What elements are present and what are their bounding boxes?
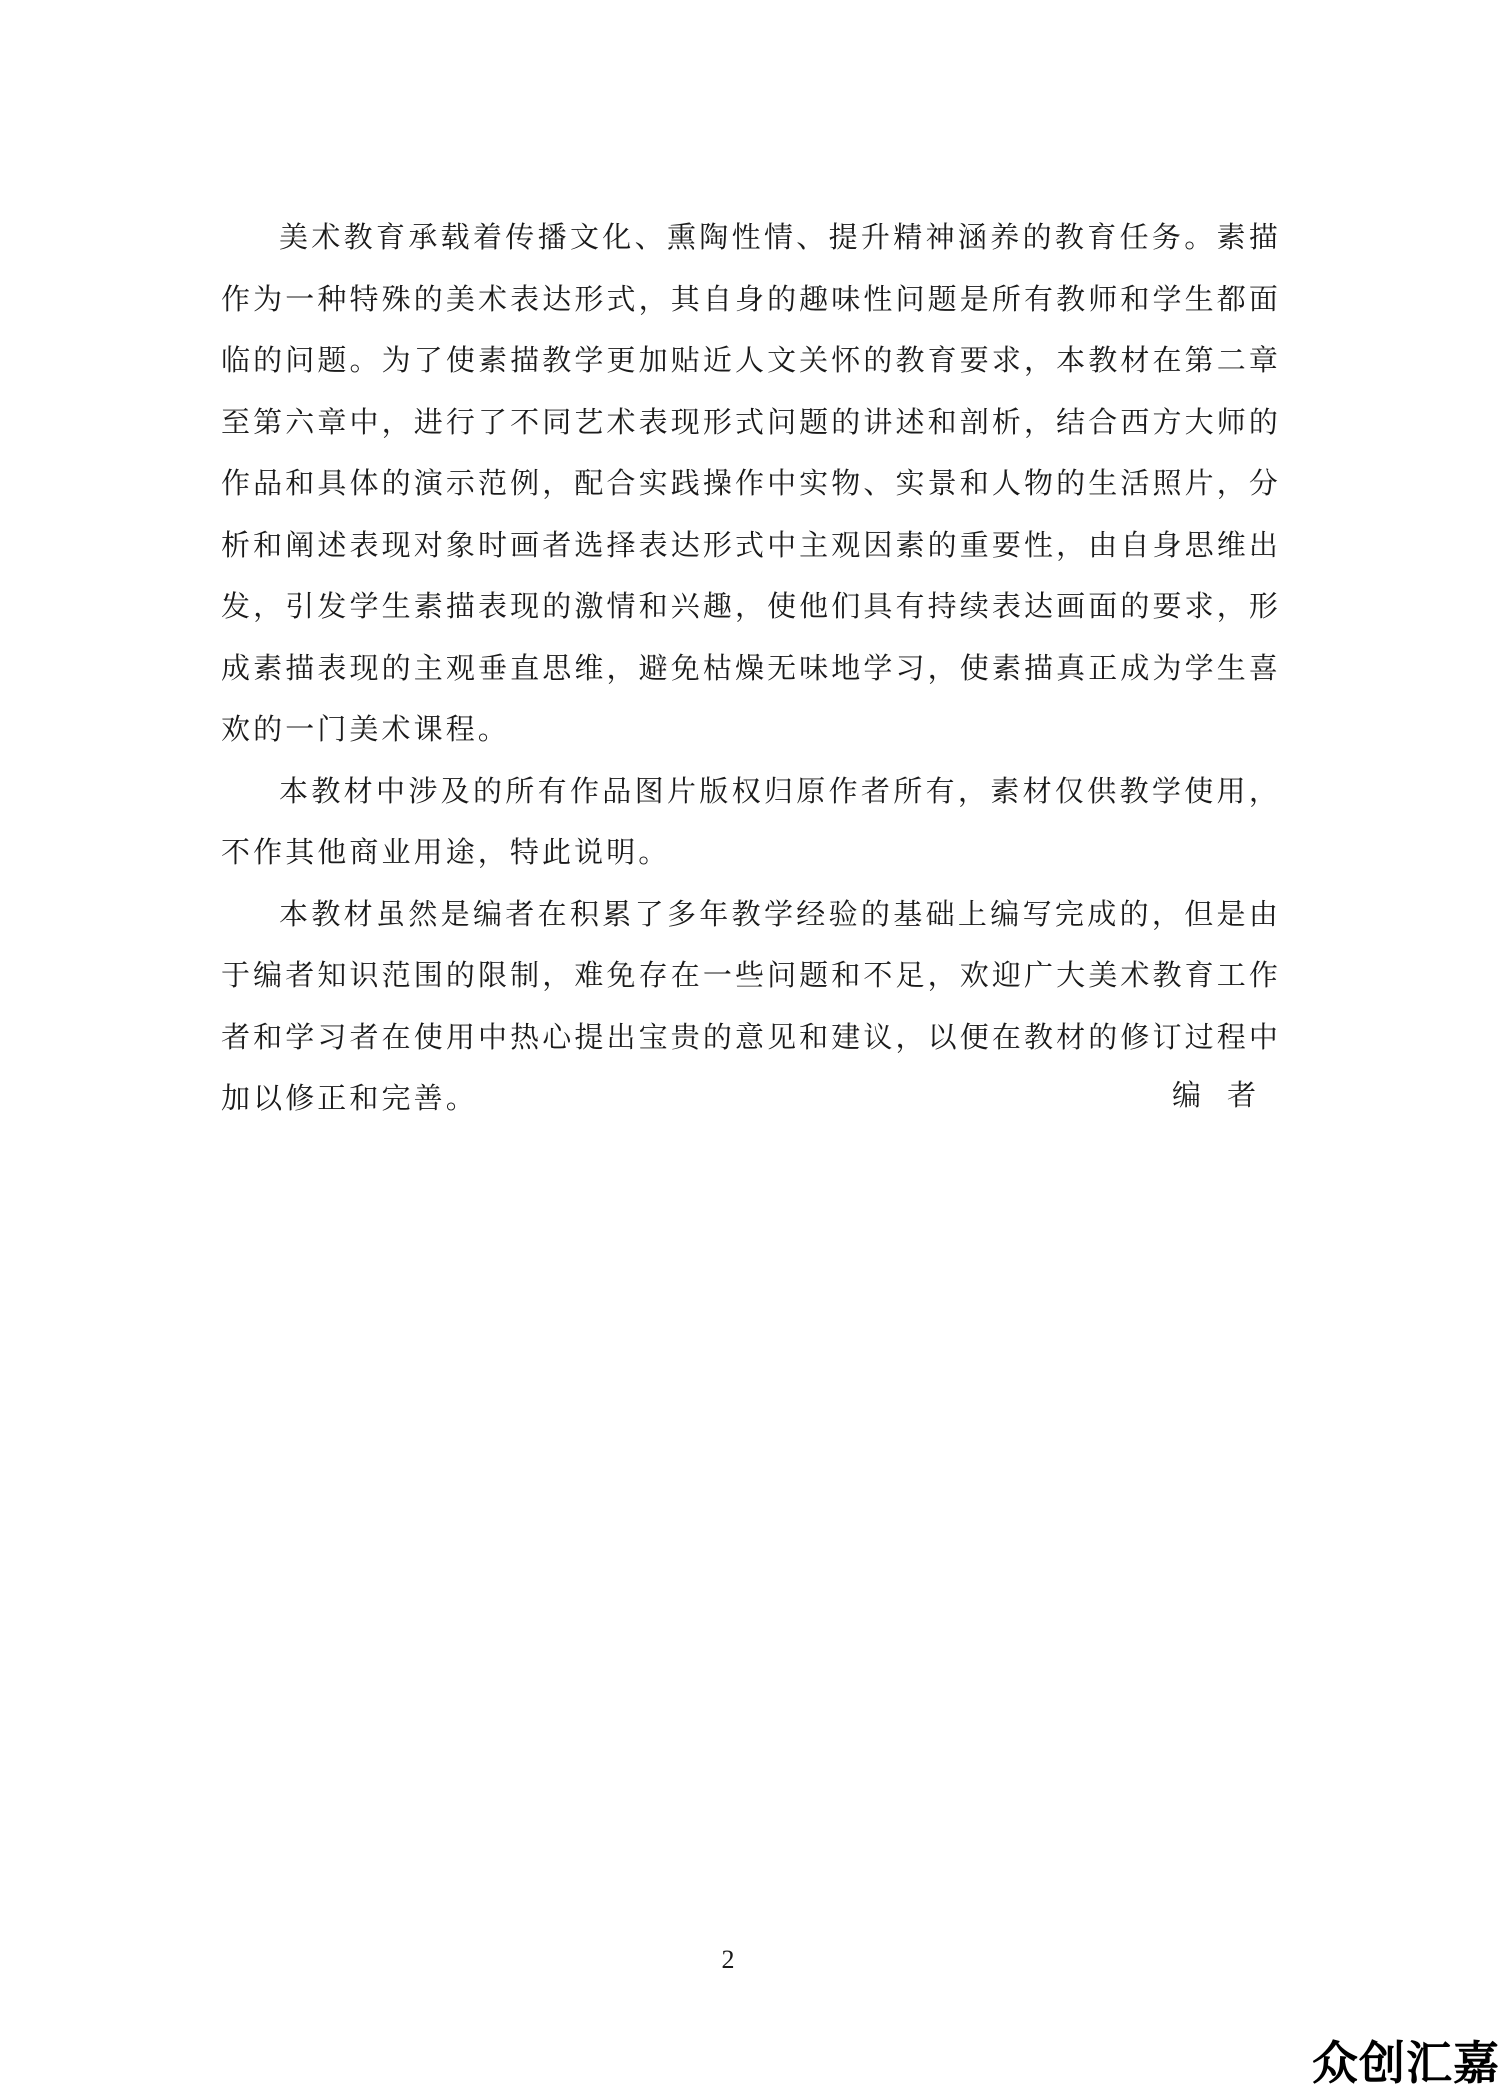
page-number: 2 bbox=[721, 1945, 735, 1974]
paragraph-copyright: 本教材中涉及的所有作品图片版权归原作者所有，素材仅供教学使用，不作其他商业用途，特此说明。 bbox=[221, 773, 1281, 869]
body-text bbox=[221, 207, 1281, 1130]
watermark-logo: 众创汇嘉 bbox=[1312, 2036, 1500, 2090]
author-signature: 编者 bbox=[1171, 1078, 1282, 1112]
paragraph-intro: 美术教育承载着传播文化、熏陶性情、提升精神涵养的教育任务。素描作为一种特殊的美术表达形式，其自身的趣味性问题是所有教师和学生都面临的问题。为了使素描教学更加贴近人文关怀的教育要求，本教材在第二章至第六章中，进行了不同艺术表现形式问题的讲述和剖析，结合西方大师的作品和具体的演示范例，配合实践操作中实物、实景和人物的生活照片，分析和阐述表现对象时画者选择表达形式中主观因素的重要性，由自身思维出发，引发学生素描表现的激情和兴趣，使他们具有持续表达画面的要求，形成素描表现的主观垂直思维，避免枯燥无味地学习，使素描真正成为学生喜欢的一门美术课程。 bbox=[221, 220, 1281, 746]
paragraph-feedback: 本教材虽然是编者在积累了多年教学经验的基础上编写完成的，但是由于编者知识范围的限制，难免存在一些问题和不足，欢迎广大美术教育工作者和学习者在使用中热心提出宝贵的意见和建议，以便在教材的修订过程中加以修正和完善。 bbox=[221, 896, 1281, 1115]
